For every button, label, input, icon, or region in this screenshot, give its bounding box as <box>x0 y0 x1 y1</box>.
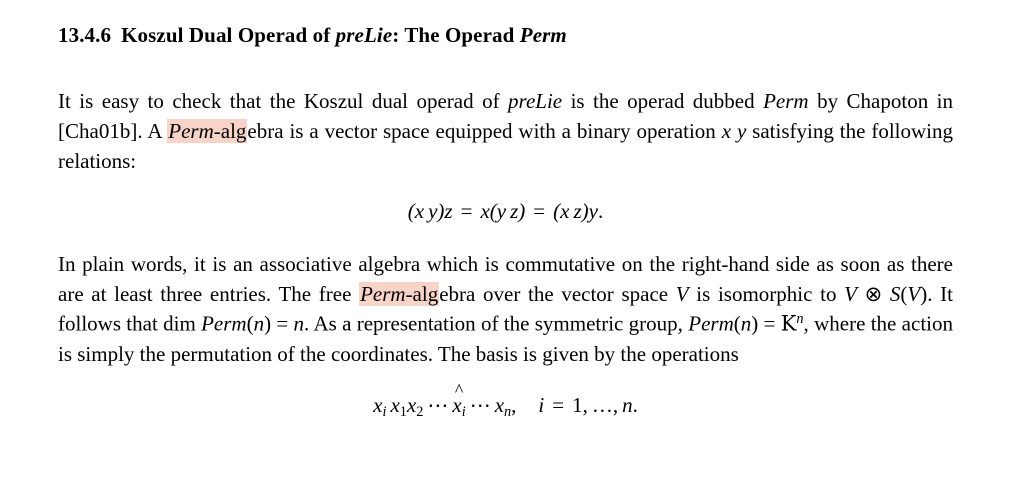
p1-text-3: by Chapoton in [Cha01b]. A <box>58 89 954 144</box>
section-number: 13.4.6 <box>58 23 112 47</box>
p2-text-10: ( <box>733 311 741 336</box>
p1-text-5: satisfying the following relations: <box>58 119 953 173</box>
p1-text-2: is the operad dubbed <box>562 89 764 114</box>
p2-superscript-n: n <box>796 311 804 328</box>
p1-italic-xy: x y <box>721 119 747 144</box>
equation-2: $x_i$ $x_1x_2$ ⋯ ^ $x_i$ ⋯ $x_n$, i = 1, …, n. <box>373 380 638 421</box>
p2-text-5: ( <box>900 281 908 306</box>
p2-italic-v-2: V <box>844 281 857 306</box>
p1-italic-prelie: preLie <box>508 89 563 114</box>
equation-1: (x y)z = x(y z) = (x z)y. <box>407 198 604 223</box>
heading-italic-perm: Perm <box>519 23 567 47</box>
section-heading <box>58 22 953 49</box>
p1-italic-perm: Perm <box>763 89 809 114</box>
p2-highlight-rest: -alg <box>405 281 439 306</box>
heading-text-before: Koszul Dual Operad of <box>121 23 336 47</box>
p2-italic-n-3: n <box>740 311 752 336</box>
p2-text-2: ebra over the vector space <box>439 281 676 306</box>
heading-italic-prelie: preLie <box>335 23 393 47</box>
p2-italic-v-1: V <box>675 281 689 306</box>
paragraph-2 <box>58 250 953 370</box>
p1-highlight-rest: -alg <box>213 119 247 144</box>
p2-text-11: ) = <box>751 311 781 336</box>
p2-text-9: . As a representation of the symmetric group, <box>304 311 689 336</box>
highlight-perm-algebra-2 <box>359 282 439 306</box>
p1-text-1: It is easy to check that the Koszul dual operad of <box>58 89 509 114</box>
p2-italic-v-3: V <box>907 281 921 306</box>
p2-text-6: ). It follows that dim <box>58 281 953 336</box>
p2-text-4: ⊗ <box>856 281 890 306</box>
p1-text-4: ebra is a vector space equipped with a binary operation <box>247 119 722 144</box>
p2-italic-n-2: n <box>293 311 305 336</box>
highlight-perm-algebra-1 <box>167 119 247 143</box>
p2-text-3: is isomorphic to <box>688 281 845 306</box>
p2-italic-n-1: n <box>253 311 265 336</box>
p2-text-12: , where the action is simply the permutation of the coordinates. The basis is given by the operations <box>58 311 953 366</box>
paragraph-1 <box>58 87 953 176</box>
p2-text-1: In plain words, it is an associative algebra which is commutative on the right-hand side as soon as there are at least three entries. The free <box>58 251 953 306</box>
p2-highlight-italic: Perm <box>360 281 406 306</box>
p2-italic-perm-1: Perm <box>201 311 247 336</box>
p2-italic-s: S <box>889 281 901 306</box>
p2-text-7: ( <box>246 311 254 336</box>
heading-text-middle: : The Operad <box>392 23 520 47</box>
p2-blackboard-k: K <box>780 311 797 336</box>
p2-italic-perm-2: Perm <box>688 311 734 336</box>
p1-highlight-italic: Perm <box>168 119 214 144</box>
p2-text-8: ) = <box>264 311 294 336</box>
